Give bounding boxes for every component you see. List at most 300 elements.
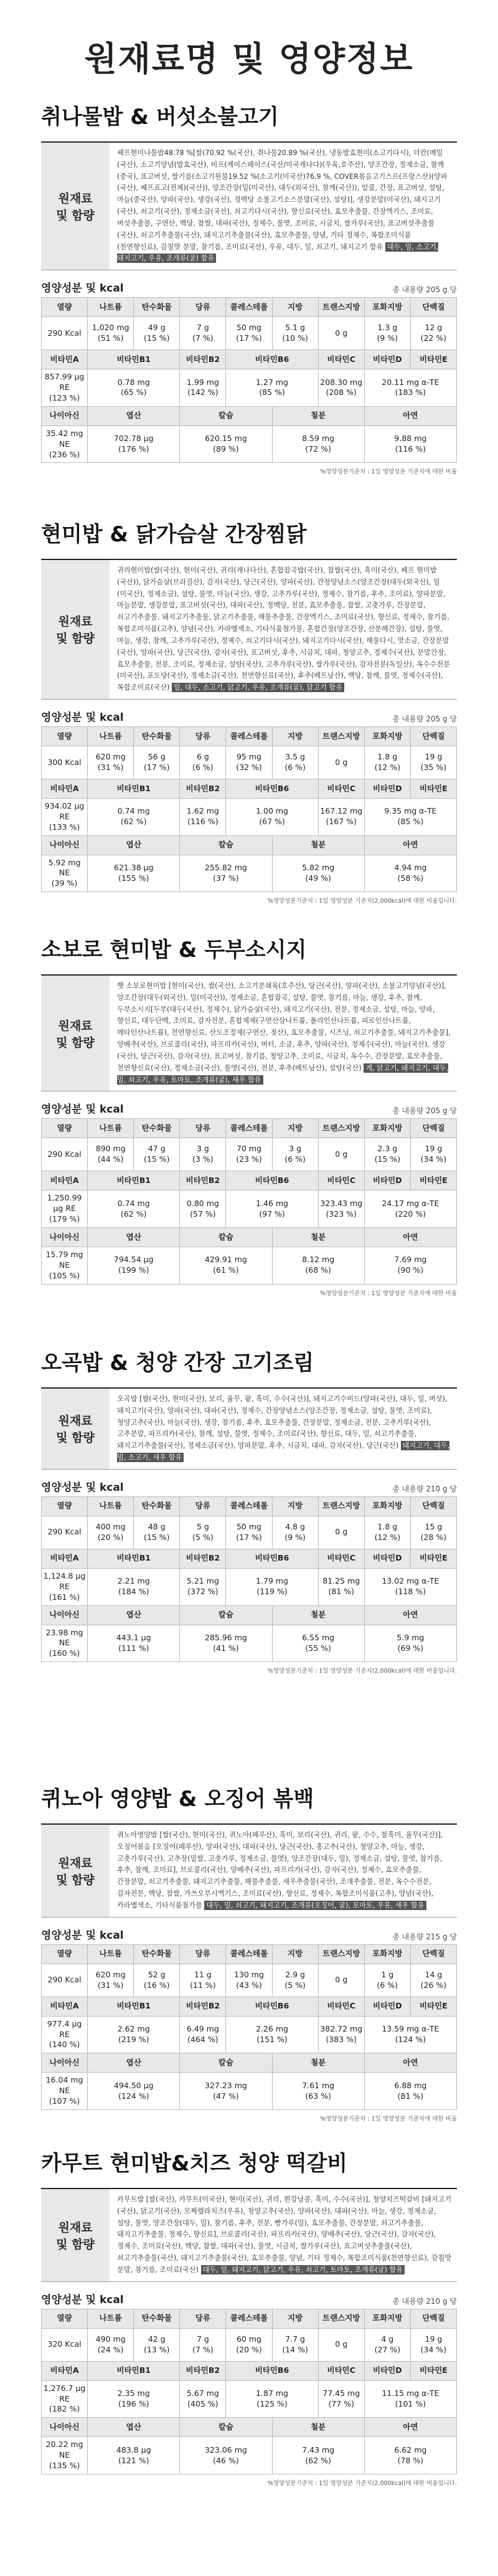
column-header: 비타민E — [410, 350, 456, 369]
table-cell — [42, 1191, 88, 1228]
value-percent: (17 %) — [236, 333, 262, 343]
table-header-row — [42, 350, 457, 369]
value-percent: (151 %) — [256, 2035, 288, 2044]
column-header: 당류 — [180, 2309, 226, 2328]
value-percent: (46 %) — [213, 2455, 239, 2465]
value-percent: (196 %) — [118, 2399, 149, 2408]
ingredients-label: 원재료 및 함량 — [41, 976, 110, 1091]
table-row — [42, 1138, 457, 1171]
table-cell — [88, 1625, 180, 1662]
value-percent: (182 %) — [49, 2404, 80, 2414]
value-amount: 621.38 μg — [113, 863, 154, 872]
column-header: 비타민B2 — [180, 1549, 226, 1568]
value-amount: 6.62 mg — [394, 2445, 427, 2455]
column-header: 지방 — [272, 1496, 318, 1516]
ingredients-label: 원재료 및 함량 — [41, 560, 110, 699]
value-percent: (13 %) — [144, 2344, 170, 2354]
table-cell — [180, 1191, 226, 1228]
value-percent: (31 %) — [97, 1980, 124, 1990]
table-cell — [42, 1625, 88, 1662]
column-header: 비타민D — [364, 1549, 410, 1568]
value-amount: 60 mg — [236, 2334, 261, 2344]
value-percent: (78 %) — [397, 2455, 424, 2465]
table-cell — [410, 1964, 456, 1997]
value-percent: (41 %) — [213, 1643, 239, 1653]
value-percent: (12 %) — [374, 762, 401, 772]
table-cell — [272, 1516, 318, 1549]
value-amount: 494.50 μg — [113, 2080, 154, 2090]
value-percent: (5 %) — [284, 1980, 306, 1990]
column-header: 칼슘 — [180, 1605, 272, 1625]
value-amount: 1.27 mg — [256, 377, 288, 387]
table-cell — [88, 2073, 180, 2110]
table-cell — [42, 317, 88, 350]
ingredients-block — [41, 143, 457, 270]
column-header: 비타민B1 — [88, 1549, 180, 1568]
value-percent: (69 %) — [397, 1643, 424, 1653]
value-amount: 285.96 mg — [205, 1632, 247, 1642]
product-title: 소보로 현미밥 & 두부소시지 — [41, 938, 307, 962]
table-cell — [318, 2016, 364, 2053]
value-amount: 1,124.8 μg RE — [43, 1571, 86, 1591]
value-percent: (49 %) — [305, 873, 331, 883]
table-cell — [272, 1247, 364, 1284]
value-amount: 400 mg — [95, 1522, 126, 1531]
product-section — [41, 517, 457, 905]
table-cell — [318, 746, 364, 779]
value-percent: (85 %) — [259, 387, 285, 397]
column-header: 비타민B1 — [88, 350, 180, 369]
table-cell — [364, 1516, 410, 1549]
value-percent: (81 %) — [397, 2091, 424, 2101]
value-percent: (236 %) — [49, 449, 80, 459]
column-header: 아연 — [364, 406, 456, 425]
column-header: 단백질 — [410, 2309, 456, 2328]
table-cell — [410, 317, 456, 350]
value-amount: 7.7 g — [285, 2334, 305, 2344]
table-cell — [364, 2073, 456, 2110]
value-amount: 95 mg — [236, 752, 261, 762]
value-percent: (105 %) — [49, 1270, 80, 1280]
value-amount: 56 g — [148, 752, 166, 762]
value-amount: 70 mg — [236, 1144, 261, 1154]
value-amount: 11.15 mg α-TE — [382, 2388, 439, 2398]
product-title: 취나물밥 & 버섯소불고기 — [41, 105, 279, 130]
column-header: 열량 — [42, 726, 88, 746]
value-percent: (124 %) — [118, 2091, 149, 2101]
table-cell — [364, 746, 410, 779]
value-amount: 794.54 μg — [113, 1255, 154, 1265]
column-header: 아연 — [364, 2053, 456, 2073]
table-cell — [134, 1138, 180, 1171]
value-amount: 857.99 μg RE — [44, 372, 85, 392]
ingredients-text: 퀴노아영양밥 [쌀(국산), 현미(국산), 퀴노아(페루산), 흑미, 보리(국산), 귀리, 팥, 수수, 찰흑미, 율무(국산)], 오징어볶음 [오징어(페루산), 양파(국산), 대파(국산), 당근(국산), 홍고추(국산), 청양고추, 마늘, 생강, 고춧가루(국산), 고추장(밀쌀, 고춧가루, 정제소금, 물엿), 양조간장(대두, 밀), 정제소금, 설탕, 물엿, 참기름, 후추, 참깨, 조미료], 브로콜리(국산), 양배추(국산), 파프리카(국산), 감자(국산), 정제수, 효모추출물, 간장분말, 쇠고기추출물, 돼지고기추출물, 해물추출물, 새우추출물(국산), 조개추출물, 전분, 옥수수전분, 감자전분, 백당, 찹쌀, 가쓰오부시엑기스, 조미료(국산), 향신료, 정제수, 복합조미식품(고추), 양념(국산), 카라멜색소, 기타식품첨가물 대두, 밀, 쇠고기, 돼지고기, 조개류(오징어, 굴), 토마토, 우유, 새우 함유 — [117, 1831, 443, 1909]
value-percent: (405 %) — [187, 2399, 218, 2408]
table-cell — [364, 1138, 410, 1171]
table-row — [42, 1964, 457, 1997]
value-percent: (15 %) — [144, 1154, 170, 1164]
value-amount: 19 g — [425, 1144, 443, 1154]
value-percent: (15 %) — [374, 1154, 401, 1164]
column-header: 단백질 — [410, 1944, 456, 1964]
column-header: 지방 — [272, 1944, 318, 1964]
table-cell — [42, 2328, 88, 2361]
column-header: 콜레스테롤 — [226, 726, 272, 746]
value-amount: 1,020 mg — [92, 323, 129, 333]
value-percent: (85 %) — [397, 817, 424, 827]
column-header: 비타민B6 — [226, 1171, 318, 1191]
value-amount: 12 g — [425, 323, 443, 333]
column-header: 나이아신 — [42, 835, 88, 855]
value-percent: (116 %) — [395, 444, 426, 454]
column-header: 비타민B2 — [180, 2361, 226, 2380]
table-row — [42, 855, 457, 892]
column-header: 철분 — [272, 2053, 364, 2073]
value-percent: (323 %) — [326, 1209, 357, 1219]
value-percent: (65 %) — [120, 387, 147, 397]
table-cell — [42, 2437, 88, 2474]
table-cell — [88, 1138, 134, 1171]
table-cell — [42, 2380, 88, 2418]
value-amount: 5 g — [196, 1522, 209, 1531]
table-cell — [410, 746, 456, 779]
footnote: %영양성분기준치 : 1일 영양성분 기준치(2,000kcal)에 대한 비율입니다. — [267, 898, 457, 905]
value-percent: (155 %) — [118, 873, 149, 883]
value-amount: 290 Kcal — [47, 1975, 82, 1985]
ingredients-text: 쎄프현미나물밥48.78 %[쌀(70.92 %(국산), 취나물20.89 %(국산), 냉동발효현미(소고기다시), 더칸(메밀(국산), 소고기양념(발효국산), 비프(케이스페이스(국산/미국캐나다)(우육,호주산), 양조간장, 정제소금, 참깨(중국), 표고버섯, 쌀기름(소고기원물19.52 %(소고기(미국산)76.9 %, COVER볶음고기스프(프랑스산)(양파(국산), 쎄프표고(전체)(국산)), 양조간장(밀(미국산), 대두(외국산), 참깨(국산)), 알콜, 간장, 표고버섯, 설탕, 마늘(중국산), 양파(국산), 생강(국산), 정백당 소불고기소스분말(국산), 설탕)], 생강분말(미국산), 돼지고기(국산), 쇠고기(국산), 정제소금(국산), 쇠고기다시(국산), 향신료(국산), 효모추출물, 간장엑기스, 조미료, 버섯추출물, 구연산, 백당, 찹쌀, 대파(국산), 정제수, 물엿, 조미료, 시금치, 쌀가루(국산), 표고버섯추출물(국산), 쇠고기추출물(국산), 돼지고기추출물(국산), 효모추출물, 양념, 기타 정제수, 복합조미식품(천연향신료), 감칠맛 분말, 참기름, 조미료(국산), 우유, 대두, 밀, 쇠고기, 돼지고기 함유 대두, 밀, 소고기, 돼지고기, 우유, 조개류(굴) 함유 — [117, 149, 448, 263]
table-header-row — [42, 1605, 457, 1625]
value-percent: (35 %) — [420, 762, 447, 772]
table-header-row — [42, 2361, 457, 2380]
table-cell — [88, 798, 180, 835]
allergen-notice: 대두, 밀, 소고기, 돼지고기, 우유, 조개류(굴) 함유 — [117, 242, 439, 263]
value-percent: (23 %) — [236, 1154, 262, 1164]
value-amount: 8.12 mg — [302, 1255, 335, 1265]
table-header-row — [42, 726, 457, 746]
value-amount: 6.88 mg — [394, 2080, 427, 2090]
value-percent: (61 %) — [213, 1265, 239, 1275]
value-percent: (135 %) — [49, 2461, 80, 2471]
table-header-row — [42, 2418, 457, 2437]
table-row — [42, 1191, 457, 1228]
value-percent: (37 %) — [213, 873, 239, 883]
table-cell — [88, 1516, 134, 1549]
value-amount: 2.21 mg — [117, 1576, 150, 1586]
value-percent: (81 %) — [328, 1587, 354, 1597]
value-amount: 290 Kcal — [47, 1149, 82, 1159]
value-percent: (12 %) — [374, 1532, 401, 1542]
value-amount: 0 g — [335, 1527, 348, 1537]
table-header-row — [42, 1997, 457, 2016]
column-header: 비타민E — [410, 2361, 456, 2380]
table-cell — [410, 1516, 456, 1549]
value-amount: 1,276.7 μg RE — [43, 2383, 86, 2403]
table-cell — [272, 2073, 364, 2110]
value-percent: (47 %) — [213, 2091, 239, 2101]
footnote: %영양성분기준치 : 1일 영양성분 기준치에 대한 비율 — [320, 2115, 457, 2122]
table-cell — [272, 855, 364, 892]
value-percent: (62 %) — [305, 2455, 331, 2465]
column-header: 나트륨 — [88, 1496, 134, 1516]
value-amount: 11 g — [194, 1969, 212, 1979]
column-header: 아연 — [364, 1227, 456, 1247]
column-header: 비타민A — [42, 350, 88, 369]
value-percent: (67 %) — [259, 817, 285, 827]
value-amount: 35.42 mg NE — [45, 428, 83, 449]
table-cell — [272, 317, 318, 350]
value-amount: 4.8 g — [285, 1522, 305, 1531]
value-amount: 7 g — [196, 2334, 209, 2344]
page-title: 원재료명 및 영양정보 — [84, 39, 414, 78]
column-header: 비타민B1 — [88, 1171, 180, 1191]
value-amount: 0 g — [335, 2339, 348, 2349]
column-header: 비타민B1 — [88, 779, 180, 798]
value-amount: 0 g — [335, 1149, 348, 1159]
table-header-row — [42, 406, 457, 425]
column-header: 엽산 — [88, 1605, 180, 1625]
value-percent: (116 %) — [187, 817, 218, 827]
value-percent: (62 %) — [120, 1209, 147, 1219]
value-amount: 81.25 mg — [322, 1576, 360, 1586]
column-header: 나트륨 — [88, 2309, 134, 2328]
value-amount: 7.43 mg — [302, 2445, 335, 2455]
column-header: 칼슘 — [180, 2418, 272, 2437]
value-amount: 290 Kcal — [47, 1527, 82, 1537]
table-cell — [318, 317, 364, 350]
column-header: 비타민B6 — [226, 350, 318, 369]
allergen-notice: 밀, 대두, 소고기, 닭고기, 우유, 조개류(굴), 닭고기 함유 — [172, 683, 344, 692]
table-cell — [364, 1568, 456, 1605]
table-header-row — [42, 1549, 457, 1568]
value-amount: 2.3 g — [377, 1144, 398, 1154]
value-percent: (39 %) — [51, 878, 78, 888]
table-cell — [88, 1191, 180, 1228]
value-amount: 15 g — [425, 1522, 443, 1531]
table-cell — [318, 2328, 364, 2361]
column-header: 철분 — [272, 406, 364, 425]
table-cell — [88, 855, 180, 892]
product-title: 현미밥 & 닭가슴살 간장찜닭 — [41, 522, 307, 547]
value-amount: 5.21 mg — [186, 1576, 219, 1586]
column-header: 비타민B6 — [226, 1997, 318, 2016]
column-header: 나트륨 — [88, 298, 134, 317]
value-amount: 320 Kcal — [47, 2339, 82, 2349]
column-header: 열량 — [42, 298, 88, 317]
column-header: 탄수화물 — [134, 1496, 180, 1516]
table-cell — [318, 1191, 364, 1228]
value-percent: (184 %) — [118, 1587, 149, 1597]
table-cell — [42, 746, 88, 779]
table-cell — [180, 2380, 226, 2418]
value-percent: (9 %) — [284, 1532, 306, 1542]
value-amount: 5.1 g — [285, 323, 305, 333]
value-amount: 9.88 mg — [394, 434, 427, 444]
ingredients-label: 원재료 및 함량 — [41, 1389, 110, 1469]
nutrition-title: 영양성분 및 kcal — [41, 1481, 124, 1494]
column-header: 지방 — [272, 1119, 318, 1138]
column-header: 콜레스테롤 — [226, 2309, 272, 2328]
table-cell — [226, 2328, 272, 2361]
column-header: 아연 — [364, 2418, 456, 2437]
value-percent: (9 %) — [377, 333, 398, 343]
value-amount: 4 g — [381, 2334, 394, 2344]
column-header: 당류 — [180, 298, 226, 317]
value-amount: 3 g — [196, 1144, 209, 1154]
column-header: 나트륨 — [88, 1119, 134, 1138]
value-percent: (6 %) — [284, 1154, 306, 1164]
table-cell — [42, 1516, 88, 1549]
value-percent: (26 %) — [420, 1980, 447, 1990]
value-amount: 0 g — [335, 757, 348, 767]
value-amount: 15.79 mg NE — [45, 1249, 83, 1270]
value-percent: (55 %) — [305, 1643, 331, 1653]
column-header: 탄수화물 — [134, 726, 180, 746]
value-percent: (133 %) — [49, 822, 80, 832]
table-row — [42, 746, 457, 779]
column-header: 비타민B2 — [180, 350, 226, 369]
nutrition-table — [41, 1118, 457, 1284]
value-percent: (14 %) — [282, 2344, 308, 2354]
nutrition-title: 영양성분 및 kcal — [41, 2293, 124, 2306]
table-cell — [180, 2016, 226, 2053]
table-row — [42, 1568, 457, 1605]
column-header: 비타민C — [318, 1549, 364, 1568]
table-cell — [134, 1516, 180, 1549]
table-cell — [226, 1138, 272, 1171]
table-cell — [134, 317, 180, 350]
column-header: 열량 — [42, 1944, 88, 1964]
column-header: 비타민E — [410, 1171, 456, 1191]
value-percent: (464 %) — [187, 2035, 218, 2044]
table-cell — [364, 798, 456, 835]
value-amount: 5.92 mg NE — [48, 857, 81, 878]
table-cell — [42, 425, 88, 463]
table-cell — [134, 2328, 180, 2361]
value-amount: 2.26 mg — [256, 2024, 288, 2034]
table-cell — [42, 855, 88, 892]
column-header: 당류 — [180, 1119, 226, 1138]
table-cell — [88, 369, 180, 407]
column-header: 포화지방 — [364, 1496, 410, 1516]
total-amount: 총 내용량 205 g 당 — [392, 714, 457, 723]
table-header-row — [42, 1227, 457, 1247]
nutrition-title: 영양성분 및 kcal — [41, 1103, 124, 1116]
value-percent: (90 %) — [397, 1265, 424, 1275]
nutrition-header — [41, 1100, 457, 1118]
value-percent: (124 %) — [395, 2035, 426, 2044]
value-amount: 5.9 mg — [397, 1632, 425, 1642]
column-header: 철분 — [272, 835, 364, 855]
total-amount: 총 내용량 215 g 당 — [392, 1932, 457, 1941]
column-header: 아연 — [364, 1605, 456, 1625]
value-amount: 5.82 mg — [302, 863, 335, 872]
value-amount: 977.4 μg RE — [47, 2018, 82, 2039]
value-amount: 0.80 mg — [186, 1198, 219, 1208]
value-amount: 14 g — [425, 1969, 443, 1979]
table-cell — [180, 2328, 226, 2361]
table-cell — [364, 369, 456, 407]
value-percent: (43 %) — [236, 1980, 262, 1990]
value-percent: (372 %) — [187, 1587, 218, 1597]
column-header: 비타민B2 — [180, 1997, 226, 2016]
table-cell — [88, 746, 134, 779]
value-percent: (7 %) — [192, 2344, 214, 2354]
column-header: 비타민B6 — [226, 779, 318, 798]
value-amount: 3.5 g — [285, 752, 305, 762]
value-percent: (119 %) — [256, 1587, 288, 1597]
table-cell — [134, 1964, 180, 1997]
ingredients-block — [41, 1825, 457, 1918]
column-header: 포화지방 — [364, 1944, 410, 1964]
column-header: 비타민A — [42, 2361, 88, 2380]
nutrition-header — [41, 2291, 457, 2309]
column-header: 비타민D — [364, 779, 410, 798]
table-header-row — [42, 1944, 457, 1964]
table-cell — [180, 1247, 272, 1284]
value-percent: (89 %) — [213, 444, 239, 454]
table-cell — [318, 2380, 364, 2418]
value-amount: 50 mg — [236, 1522, 261, 1531]
column-header: 나이아신 — [42, 2053, 88, 2073]
table-cell — [88, 1247, 180, 1284]
table-cell — [180, 1568, 226, 1605]
column-header: 비타민C — [318, 1997, 364, 2016]
product-title: 오곡밥 & 청양 간장 고기조림 — [41, 1351, 314, 1376]
table-cell — [180, 798, 226, 835]
value-amount: 290 Kcal — [47, 328, 82, 338]
table-header-row — [42, 2053, 457, 2073]
column-header: 비타민B2 — [180, 1171, 226, 1191]
value-amount: 0.74 mg — [117, 806, 150, 816]
value-percent: (107 %) — [49, 2096, 80, 2106]
table-cell — [318, 369, 364, 407]
column-header: 단백질 — [410, 1119, 456, 1138]
column-header: 비타민B6 — [226, 2361, 318, 2380]
table-row — [42, 2380, 457, 2418]
nutrition-title: 영양성분 및 kcal — [41, 711, 124, 724]
value-amount: 1.46 mg — [256, 1198, 288, 1208]
total-amount: 총 내용량 205 g 당 — [392, 1106, 457, 1116]
value-percent: (34 %) — [420, 2344, 447, 2354]
table-cell — [318, 798, 364, 835]
table-cell — [88, 1568, 180, 1605]
value-percent: (27 %) — [374, 2344, 401, 2354]
value-amount: 52 g — [148, 1969, 166, 1979]
value-percent: (97 %) — [259, 1209, 285, 1219]
value-percent: (77 %) — [328, 2399, 354, 2408]
table-cell — [180, 1516, 226, 1549]
table-cell — [364, 2328, 410, 2361]
value-percent: (220 %) — [395, 1209, 426, 1219]
value-percent: (63 %) — [305, 2091, 331, 2101]
column-header: 포화지방 — [364, 726, 410, 746]
value-percent: (123 %) — [49, 392, 80, 402]
value-percent: (16 %) — [144, 1980, 170, 1990]
total-amount: 총 내용량 205 g 당 — [392, 285, 457, 295]
ingredients-text: 오곡밥 [쌀(국산), 현미(국산), 보리, 율무, 팥, 흑미, 수수(국산)], 돼지고기수비드(양파(국산), 대두, 밀, 버섯), 돼지고기(국산), 양파(국산), 대파(국산), 정제수, 간장양념소스(양조간장, 정제소금, 설탕, 물엿, 조미료), 청양고추(국산), 마늘(국산), 생강, 참기름, 후추, 효모추출물, 간장분말, 정제소금, 전분, 고추가루(국산), 고추분말, 파프리카(국산), 참깨, 설탕, 물엿, 정제수, 조미료(국산), 향신료, 대두, 밀, 쇠고기추출물, 돼지고기추출물(국산), 정제소금(국산), 양파분말, 후추, 시금치, 대파, 감자(국산), 당근(국산) 돼지고기, 대두, 밀, 소고기, 새우 함유 — [117, 1395, 450, 1462]
value-amount: 13.02 mg α-TE — [382, 1576, 439, 1586]
column-header: 콜레스테롤 — [226, 1944, 272, 1964]
column-header: 포화지방 — [364, 1119, 410, 1138]
column-header: 비타민D — [364, 1171, 410, 1191]
column-header: 지방 — [272, 726, 318, 746]
column-header: 아연 — [364, 835, 456, 855]
column-header: 칼슘 — [180, 406, 272, 425]
value-amount: 13.59 mg α-TE — [382, 2024, 439, 2034]
nutrition-table — [41, 726, 457, 892]
value-amount: 1.87 mg — [256, 2388, 288, 2398]
value-percent: (6 %) — [192, 762, 214, 772]
